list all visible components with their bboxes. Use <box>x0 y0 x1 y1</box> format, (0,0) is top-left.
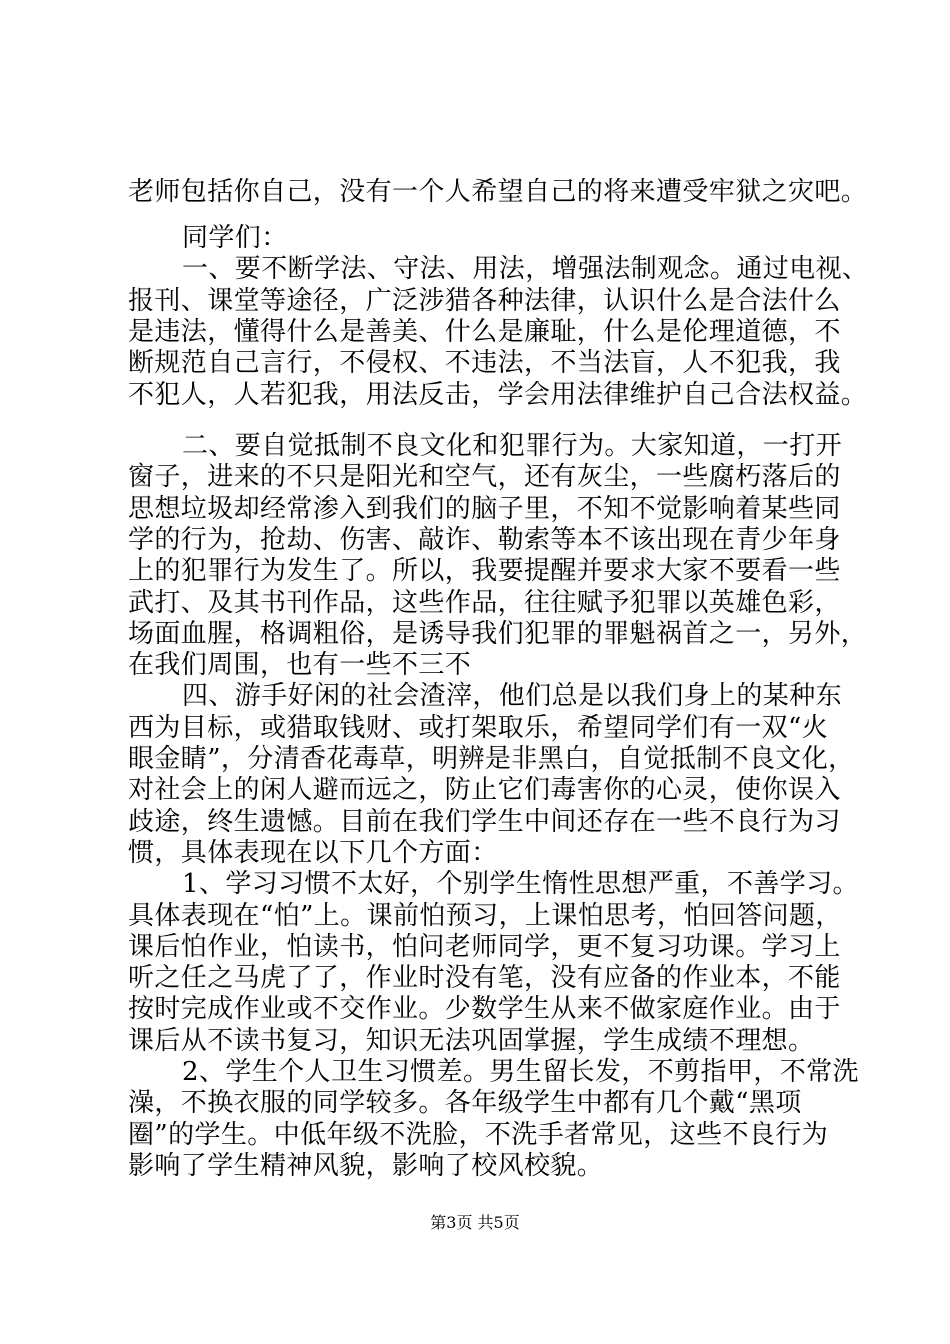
text-line: 场面血腥，格调粗俗，是诱导我们犯罪的罪魁祸首之一，另外， <box>128 619 868 649</box>
text-line: 一、要不断学法、守法、用法，增强法制观念。通过电视、 <box>182 254 869 284</box>
text-line: 学的行为，抢劫、伤害、敲诈、勒索等本不该出现在青少年身 <box>128 525 841 555</box>
text-line: 澡，不换衣服的同学较多。各年级学生中都有几个戴“黑项 <box>128 1088 802 1118</box>
text-line: 影响了学生精神风貌，影响了校风校貌。 <box>128 1151 604 1181</box>
text-line: 同学们： <box>182 223 288 253</box>
text-line: 课后怕作业，怕读书，怕问老师同学，更不复习功课。学习上 <box>128 932 841 962</box>
text-line: 课后从不读书复习，知识无法巩固掌握，学生成绩不理想。 <box>128 1026 815 1056</box>
text-line: 二、要自觉抵制不良文化和犯罪行为。大家知道，一打开 <box>182 431 843 461</box>
text-line: 武打、及其书刊作品，这些作品，往往赋予犯罪以英雄色彩， <box>128 588 841 618</box>
text-line: 听之任之马虎了了，作业时没有笔，没有应备的作业本，不能 <box>128 963 841 993</box>
text-line: 四、游手好闲的社会渣滓，他们总是以我们身上的某种东 <box>182 681 843 711</box>
text-line: 断规范自己言行，不侵权、不违法，不当法盲，人不犯我，我 <box>128 348 841 378</box>
text-line: 1、学习习惯不太好，个别学生惰性思想严重，不善学习。 <box>182 869 859 899</box>
page-footer: 第3页 共5页 <box>430 1213 520 1232</box>
text-line: 具体表现在“怕”上。课前怕预习，上课怕思考，怕回答问题， <box>128 901 842 931</box>
text-line: 窗子，进来的不只是阳光和空气，还有灰尘，一些腐朽落后的 <box>128 462 841 492</box>
text-line: 2、学生个人卫生习惯差。男生留长发，不剪指甲，不常洗 <box>182 1057 859 1087</box>
text-line: 惯，具体表现在以下几个方面： <box>128 838 498 868</box>
text-line: 老师包括你自己，没有一个人希望自己的将来遭受牢狱之灾吧。 <box>128 177 868 207</box>
text-line: 在我们周围，也有一些不三不 <box>128 650 472 680</box>
text-line: 西为目标，或猎取钱财、或打架取乐，希望同学们有一双“火 <box>128 713 829 743</box>
text-line: 上的犯罪行为发生了。所以，我要提醒并要求大家不要看一些 <box>128 556 841 586</box>
text-line: 按时完成作业或不交作业。少数学生从来不做家庭作业。由于 <box>128 994 841 1024</box>
text-line: 圈”的学生。中低年级不洗脸，不洗手者常见，这些不良行为 <box>128 1120 829 1150</box>
text-line: 歧途，终生遗憾。目前在我们学生中间还存在一些不良行为习 <box>128 807 841 837</box>
text-line: 报刊、课堂等途径，广泛涉猎各种法律，认识什么是合法什么 <box>128 286 841 316</box>
text-line: 眼金睛”，分清香花毒草，明辨是非黑白，自觉抵制不良文化， <box>128 744 855 774</box>
text-line: 对社会上的闲人避而远之，防止它们毒害你的心灵，使你误入 <box>128 775 841 805</box>
text-line: 不犯人，人若犯我，用法反击，学会用法律维护自己合法权益。 <box>128 380 868 410</box>
text-line: 思想垃圾却经常渗入到我们的脑子里，不知不觉影响着某些同 <box>128 494 841 524</box>
text-line: 是违法，懂得什么是善美、什么是廉耻，什么是伦理道德，不 <box>128 317 841 347</box>
